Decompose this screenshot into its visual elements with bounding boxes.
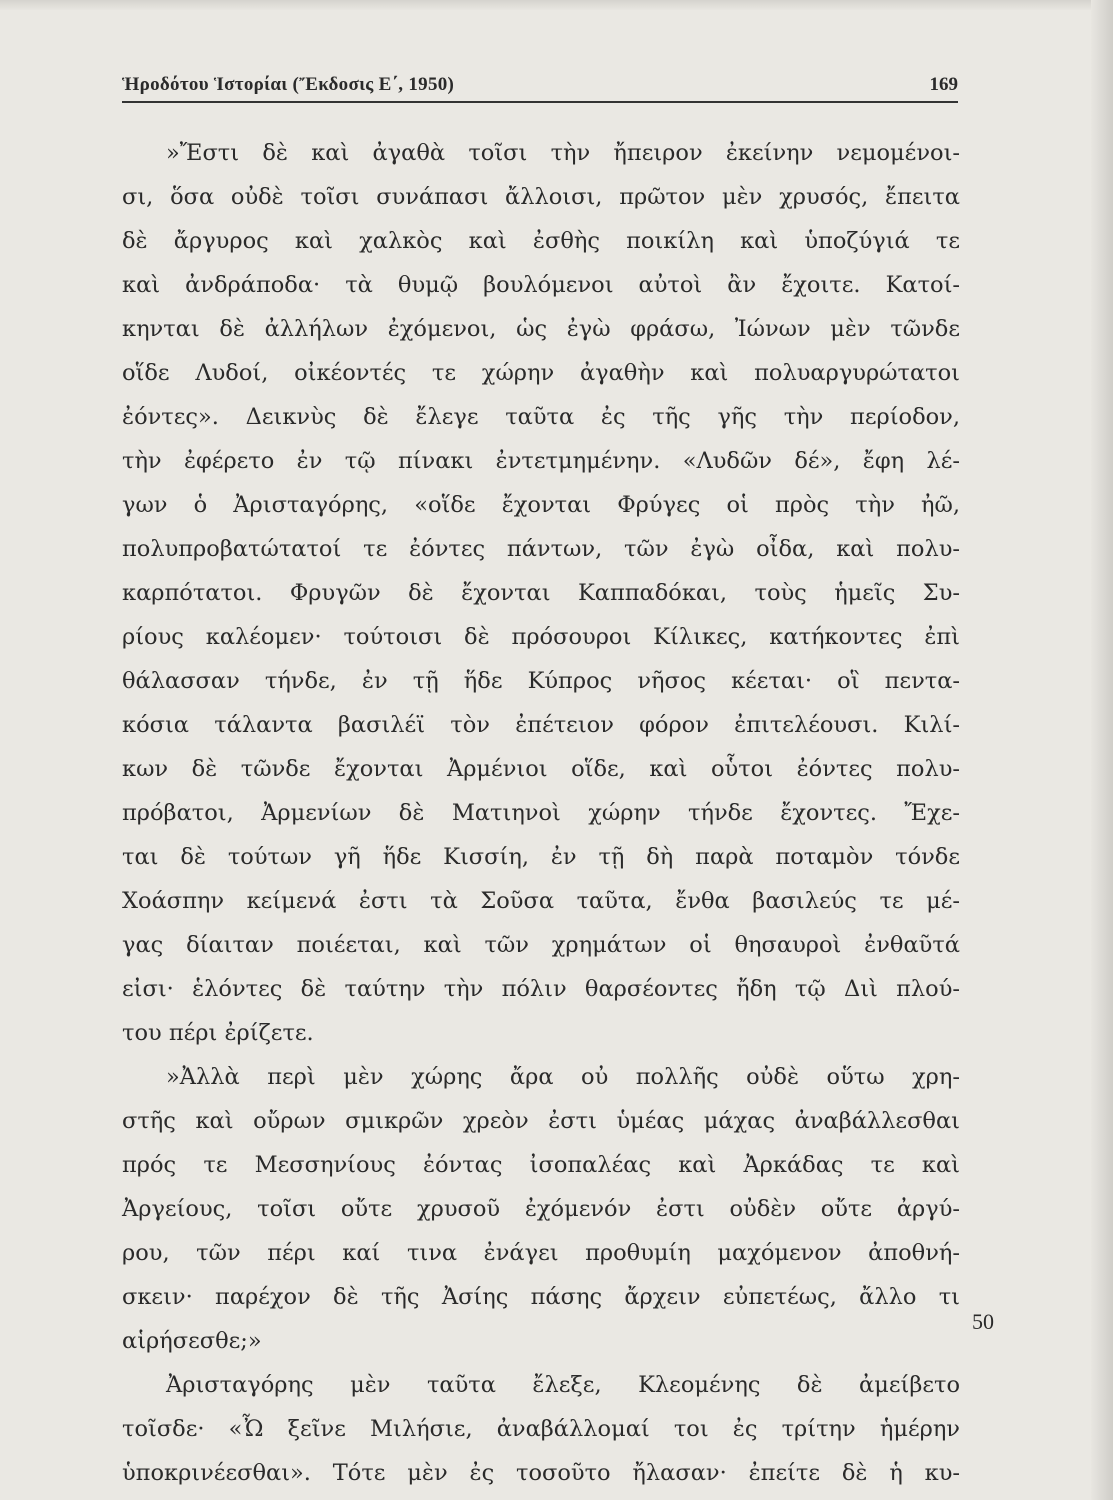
text-line: τοῖσδε· «Ὦ ξεῖνε Μιλήσιε, ἀναβάλλομαί τοι ἐς τρίτην ἡμέρην: [122, 1416, 960, 1442]
text-line: πολυπροβατώτατοί τε ἐόντες πάντων, τῶν ἐγὼ οἶδα, καὶ πολυ-: [122, 536, 960, 562]
page-number: 169: [929, 74, 958, 95]
text-line: πρός τε Μεσσηνίους ἐόντας ἰσοπαλέας καὶ Ἀρκάδας τε καὶ: [122, 1152, 960, 1178]
running-title: Ἡροδότου Ἱστορίαι (Ἔκδοσις Ε΄, 1950): [122, 74, 455, 95]
text-line: καὶ ἀνδράποδα· τὰ θυμῷ βουλόμενοι αὐτοὶ ἂν ἔχοιτε. Κατοί-: [122, 272, 960, 298]
text-line: τὴν ἐφέρετο ἐν τῷ πίνακι ἐντετμημένην. «Λυδῶν δέ», ἔφη λέ-: [122, 448, 960, 474]
page-header: [122, 74, 958, 104]
margin-line-number: 50: [972, 1309, 994, 1334]
text-line: γας δίαιταν ποιέεται, καὶ τῶν χρημάτων οἱ θησαυροὶ ἐνθαῦτά: [122, 932, 960, 958]
text-line: οἵδε Λυδοί, οἰκέοντές τε χώρην ἀγαθὴν καὶ πολυαργυρώτατοι: [122, 360, 960, 386]
text-line: σι, ὅσα οὐδὲ τοῖσι συνάπασι ἄλλοισι, πρῶτον μὲν χρυσός, ἔπειτα: [122, 184, 960, 210]
text-line: θάλασσαν τήνδε, ἐν τῇ ἥδε Κύπρος νῆσος κέεται· οἳ πεντα-: [122, 668, 960, 694]
page-edge-shadow: [1091, 0, 1113, 1500]
text-line: εἰσι· ἑλόντες δὲ ταύτην τὴν πόλιν θαρσέοντες ἤδη τῷ Διὶ πλού-: [122, 976, 960, 1002]
text-line: Ἀρισταγόρης μὲν ταῦτα ἔλεξε, Κλεομένης δὲ ἀμείβετο: [166, 1372, 960, 1398]
text-line: ἐόντες». Δεικνὺς δὲ ἔλεγε ταῦτα ἐς τῆς γῆς τὴν περίοδον,: [122, 404, 960, 430]
text-line: »Ἀλλὰ περὶ μὲν χώρης ἄρα οὐ πολλῆς οὐδὲ οὕτω χρη-: [166, 1064, 960, 1090]
text-line: Χοάσπην κείμενά ἐστι τὰ Σοῦσα ταῦτα, ἔνθα βασιλεύς τε μέ-: [122, 888, 960, 914]
header-rule: [122, 101, 958, 103]
text-line: σκειν· παρέχον δὲ τῆς Ἀσίης πάσης ἄρχειν εὐπετέως, ἄλλο τι: [122, 1284, 960, 1310]
text-line: γων ὁ Ἀρισταγόρης, «οἵδε ἔχονται Φρύγες οἱ πρὸς τὴν ἠῶ,: [122, 492, 960, 518]
text-line: δὲ ἄργυρος καὶ χαλκὸς καὶ ἐσθὴς ποικίλη καὶ ὑποζύγιά τε: [122, 228, 960, 254]
text-line: καρπότατοι. Φρυγῶν δὲ ἔχονται Καππαδόκαι, τοὺς ἡμεῖς Συ-: [122, 580, 960, 606]
text-line: ται δὲ τούτων γῆ ἥδε Κισσίη, ἐν τῇ δὴ παρὰ ποταμὸν τόνδε: [122, 844, 960, 870]
page-top-shadow: [0, 0, 1113, 10]
text-line: κόσια τάλαντα βασιλέϊ τὸν ἐπέτειον φόρον ἐπιτελέουσι. Κιλί-: [122, 712, 960, 738]
text-line: κων δὲ τῶνδε ἔχονται Ἀρμένιοι οἵδε, καὶ οὗτοι ἐόντες πολυ-: [122, 756, 960, 782]
text-line: του πέρι ἐρίζετε.: [122, 1020, 314, 1046]
text-line: πρόβατοι, Ἀρμενίων δὲ Ματιηνοὶ χώρην τήνδε ἔχοντες. Ἔχε-: [122, 800, 960, 826]
text-line: Ἀργείους, τοῖσι οὔτε χρυσοῦ ἐχόμενόν ἐστι οὐδὲν οὔτε ἀργύ-: [122, 1196, 960, 1222]
text-line: ρίους καλέομεν· τούτοισι δὲ πρόσουροι Κίλικες, κατήκοντες ἐπὶ: [122, 624, 960, 650]
text-line: στῆς καὶ οὔρων σμικρῶν χρεὸν ἐστι ὑμέας μάχας ἀναβάλλεσθαι: [122, 1108, 960, 1134]
text-line: ρου, τῶν πέρι καί τινα ἐνάγει προθυμίη μαχόμενον ἀποθνή-: [122, 1240, 960, 1266]
text-line: αἱρήσεσθε;»: [122, 1328, 262, 1354]
text-line: ὑποκρινέεσθαι». Τότε μὲν ἐς τοσοῦτο ἤλασαν· ἐπείτε δὲ ἡ κυ-: [122, 1460, 960, 1486]
text-line: κηνται δὲ ἀλλήλων ἐχόμενοι, ὡς ἐγὼ φράσω, Ἰώνων μὲν τῶνδε: [122, 316, 960, 342]
text-line: »Ἔστι δὲ καὶ ἀγαθὰ τοῖσι τὴν ἤπειρον ἐκείνην νεμομένοι-: [166, 140, 960, 166]
